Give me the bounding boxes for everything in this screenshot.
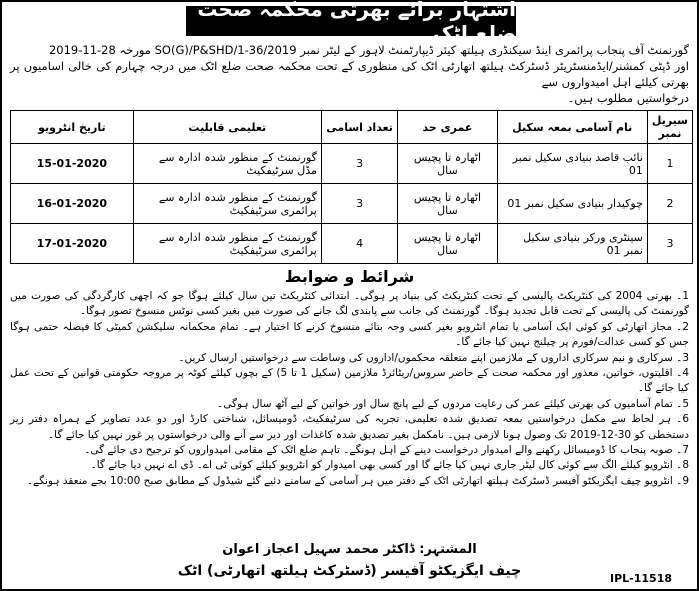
cell-age-limit: اٹھارہ تا پچیس سال	[398, 144, 497, 184]
cell-age-limit: اٹھارہ تا پچیس سال	[398, 184, 497, 224]
col-age-limit: عمری حد	[398, 111, 497, 144]
condition-item: 3۔ سرکاری و نیم سرکاری اداروں کے ملازمین اپنے متعلقہ محکموں/اداروں کی وساطت سے درخواستیں ارسال کریں۔	[178, 351, 689, 364]
intro-text	[10, 42, 689, 106]
cell-interview-date: 16-01-2020	[11, 184, 134, 224]
cell-post-name: سینٹری ورکر بنیادی سکیل نمبر 01	[497, 224, 647, 264]
condition-item: 7۔ صوبہ پنجاب کا ڈومیسائل رکھنے والے امیدوار درخواست دینے کے اہل ہونگے۔ تاہم ضلع اٹک کے مقامی امیدواروں کو ترجیح دی جائے گی۔	[84, 444, 689, 457]
cell-serial: 3	[647, 224, 692, 264]
conditions-heading: شرائط و ضوابط	[284, 267, 415, 286]
condition-item: 6۔ ہر لحاظ سے مکمل درخواستیں بمعہ تصدیق شدہ تعلیمی، تجربہ کی سرٹیفکیٹ، ڈومیسائل، شناختی کارڈ اور دو عدد تصاویر کے ہمراہ دفتر زیر دستخطی کو 30-12-2019 تک وصول ہونا لازمی ہیں۔ نامکمل بغیر تصدیق شدہ کاغذات اور دیر سے آنے والی درخواستوں پر غور نہیں کیا جائے گا۔	[10, 413, 689, 441]
cell-post-count: 3	[321, 184, 397, 224]
page-title: اشتہار برائے بھرتی محکمہ صحت ضلع اٹک	[186, 6, 516, 36]
condition-item: 9۔ انٹرویو چیف ایگزیکٹو آفیسر ڈسٹرکٹ ہیلتھ اتھارٹی اٹک کے دفتر میں ہر آسامی کے سامنے دئیے گئے شیڈول کے مطابق صبح 10:00 بجے منعقد ہونگے۔	[26, 474, 689, 487]
cell-qualification: گورنمنٹ کے منظور شدہ ادارہ سے پرائمری سرٹیفکیٹ	[133, 184, 321, 224]
cell-serial: 1	[647, 144, 692, 184]
cell-post-count: 3	[321, 144, 397, 184]
cell-age-limit: اٹھارہ تا پچیس سال	[398, 224, 497, 264]
cell-qualification: گورنمنٹ کے منظور شدہ ادارہ سے پرائمری سرٹیفکیٹ	[133, 224, 321, 264]
condition-item: 4۔ اقلیتوں، خواتین، معذور اور محکمہ صحت کے حاضر سروس/ریٹائرڈ ملازمین (سکیل 1 تا 5) کے بچوں کیلئے کوٹہ پر مروجہ حکومتی قوانین کے تحت عمل کیا جائے گا۔	[10, 367, 689, 395]
cell-post-name: چوکیدار بنیادی سکیل نمبر 01	[497, 184, 647, 224]
table-row	[11, 224, 693, 264]
advertiser-name: المشتہر: ڈاکٹر محمد سہیل اعجاز اعوان	[222, 542, 477, 557]
signature-block	[2, 540, 697, 582]
vacancies-table	[10, 110, 693, 264]
cell-post-count: 4	[321, 224, 397, 264]
condition-item: 1۔ بھرتی 2004 کی کنٹریکٹ پالیسی کے تحت کنٹریکٹ کی بنیاد پر ہوگی۔ ابتدائی کنٹریکٹ تین سال کیلئے ہوگا جو کہ اچھی کارگردگی کی صورت میں گورنمنٹ کی پالیسی کے تحت قابل تجدید ہوگا۔ گورنمنٹ کی جانب سے پابندی لگ جانے کی صورت میں بغیر کسی نوٹس منسوخ تصور ہوگا۔	[10, 290, 690, 318]
col-post-count: تعداد اسامی	[321, 111, 397, 144]
table-header-row	[11, 111, 693, 144]
condition-item: 8۔ انٹرویو کیلئے الگ سے کوئی کال لیٹر جاری نہیں کیا جائے گا اور کسی بھی امیدوار کو انٹرویو کیلئے کوئی ٹی اے۔ ڈی اے نہیں دیا جائے گا۔	[90, 459, 689, 472]
cell-post-name: نائب قاصد بنیادی سکیل نمبر 01	[497, 144, 647, 184]
intro-line-3: درخواستیں مطلوب ہیں۔	[567, 91, 689, 105]
col-post-name: نام آسامی بمعہ سکیل	[497, 111, 647, 144]
col-serial: سیریل نمبر	[647, 111, 692, 144]
table-row	[11, 184, 693, 224]
col-interview-date: تاریخ انٹرویو	[11, 111, 134, 144]
condition-item: 2۔ مجاز اتھارٹی کو کوئی ایک آسامی یا تمام انٹرویو بغیر کسی وجہ بتائے منسوخ کرنے کا اختیار ہے۔ تمام محکمانہ سلیکشن کمیٹی کا فیصلہ حتمی ہوگا جس کو کسی عدالت/فورم پر چیلنج نہیں کیا جائے گا۔	[10, 320, 689, 349]
conditions-list	[10, 289, 689, 489]
cell-interview-date: 17-01-2020	[11, 224, 134, 264]
condition-item: 5۔ تمام آسامیوں کی بھرتی کیلئے عمر کی رعایت مردوں کے لیے پانچ سال اور خواتین کے لیے آٹھ سال ہوگی۔	[217, 397, 689, 410]
cell-qualification: گورنمنٹ کے منظور شدہ ادارہ سے مڈل سرٹیفکیٹ	[133, 144, 321, 184]
cell-interview-date: 15-01-2020	[11, 144, 134, 184]
ipl-code: IPL-11518	[610, 572, 672, 585]
advertiser-designation: چیف ایگزیکٹو آفیسر (ڈسٹرکٹ ہیلتھ اتھارٹی) اٹک	[177, 563, 522, 579]
cell-serial: 2	[647, 184, 692, 224]
col-qualification: تعلیمی قابلیت	[133, 111, 321, 144]
intro-line-2: اور ڈپٹی کمشنر/ایڈمنسٹریٹر ڈسٹرکٹ ہیلتھ اتھارٹی اٹک کی منظوری کے تحت محکمہ صحت ضلع اٹک میں درجہ چہارم کی خالی اسامیوں پر بھرتی کیلئے اہل امیدواروں سے	[10, 59, 689, 89]
table-row	[11, 144, 693, 184]
intro-line-1: گورنمنٹ آف پنجاب پرائمری اینڈ سیکنڈری ہیلتھ کیئر ڈیپارٹمنٹ لاہور کے لیٹر نمبر SO(G)/P&SHD/1-36/2019 مورخہ 28-11-2019	[48, 43, 689, 57]
